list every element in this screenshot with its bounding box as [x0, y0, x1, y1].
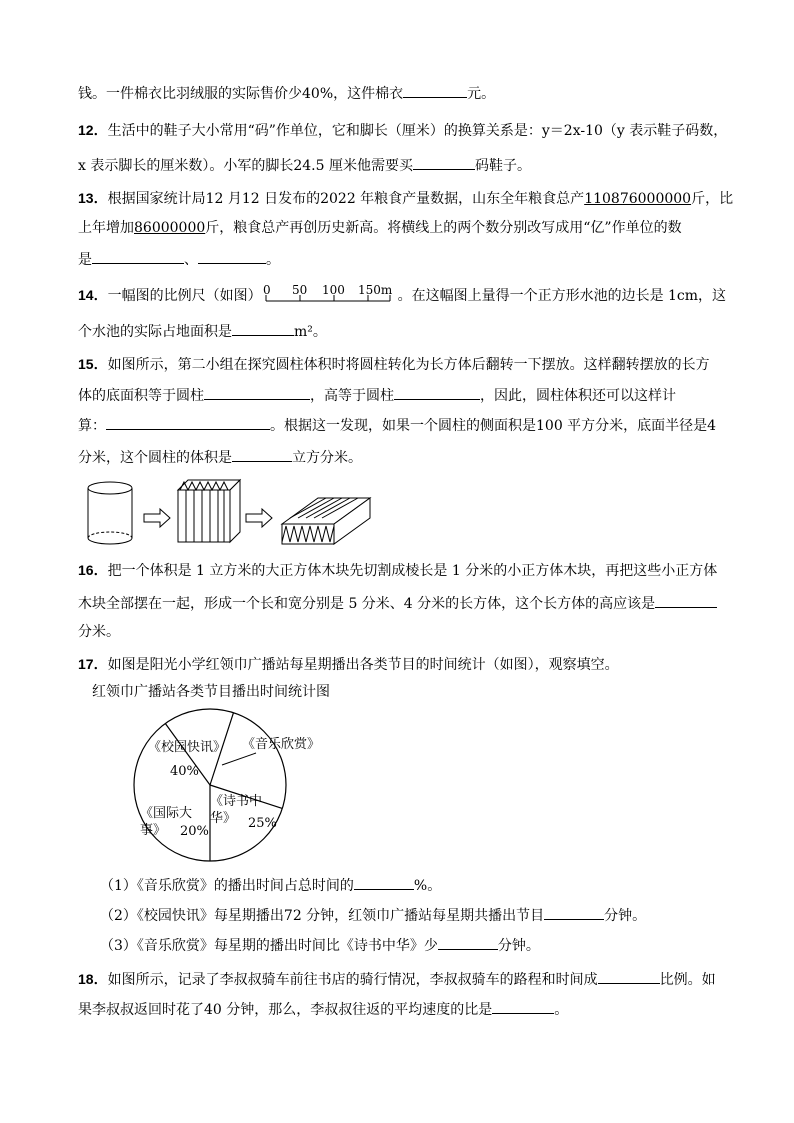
q17-sub3: （3）《音乐欣赏》每星期的播出时间比《诗书中华》少 分钟。	[100, 934, 540, 956]
q15-line3: 算： 。根据这一发现，如果一个圆柱的侧面积是100 平方分米，底面半径是4	[78, 414, 716, 436]
q15-blank-4[interactable]	[232, 446, 292, 462]
q13-blank-1[interactable]	[92, 248, 184, 264]
q14-line2: 个水池的实际占地面积是 m²。	[78, 320, 327, 342]
scale-label: 100	[321, 283, 345, 297]
pie-slice-label: 《校园快讯》	[148, 740, 227, 755]
pie-slice-label: 《国际大	[140, 806, 193, 821]
pie-slice-percent: 40%	[170, 764, 199, 779]
q16-answer-blank[interactable]	[655, 592, 717, 608]
q16-line1: 16．把一个体积是 1 立方米的大正方体木块先切割成棱长是 1 分米的小正方体木块，再把这些小正方体	[78, 562, 718, 579]
q18-line2: 果李叔叔返回时花了40 分钟，那么，李叔叔往返的平均速度的比是 。	[78, 998, 568, 1020]
cuboid-upright-shape	[178, 480, 240, 542]
q12-line1: 12．生活中的鞋子大小常用“码”作单位，它和脚长（厘米）的换算关系是：y＝2x-10（y 表示鞋子码数，	[78, 122, 728, 139]
pie-chart	[130, 705, 321, 865]
scale-bar-figure	[262, 284, 398, 306]
pie-slice-percent: 20%	[180, 824, 209, 839]
q18-blank-2[interactable]	[492, 998, 554, 1014]
arrow-icon	[144, 509, 170, 527]
q15-line2: 体的底面积等于圆柱 ，高等于圆柱 ，因此，圆柱体积还可以这样计	[78, 384, 676, 406]
q17-blank-1[interactable]	[354, 874, 414, 890]
pie-slice-label: 《诗书中	[210, 794, 263, 809]
pie-slice-label: 华》	[210, 811, 237, 826]
q16-line2: 木块全部摆在一起，形成一个长和宽分别是 5 分米、4 分米的长方体，这个长方体的高应该是	[78, 592, 717, 614]
q14-line1: 14．一幅图的比例尺（如图） 0 50 100 150m 。在这幅图上量得一个正方形水池的边长是 1cm，这	[78, 283, 727, 304]
q11-tail: 钱。一件棉衣比羽绒服的实际售价少40%，这件棉衣 元。	[78, 82, 495, 104]
q13-blank-2[interactable]	[198, 248, 266, 264]
q13-line1: 13．根据国家统计局12 月12 日发布的2022 年粮食产量数据，山东全年粮食总产110876000000斤，比	[78, 190, 734, 207]
chart-title: 红领巾广播站各类节目播出时间统计图	[92, 684, 330, 700]
q17-blank-2[interactable]	[544, 904, 604, 920]
q16-line3: 分米。	[78, 624, 120, 640]
q13-line2: 上年增加86000000斤，粮食总产再创历史新高。将横线上的两个数分别改写成用“亿”作单位的数	[78, 220, 682, 236]
cuboid-flat-shape	[282, 498, 370, 544]
q15-blank-1[interactable]	[204, 384, 310, 400]
pie-slice-percent: 25%	[248, 816, 277, 831]
q15-blank-3[interactable]	[106, 414, 270, 430]
q13-grain-total: 110876000000	[584, 191, 692, 207]
q14-answer-blank[interactable]	[232, 320, 294, 336]
q13-line3: 是 、 。	[78, 248, 280, 270]
q15-line4: 分米，这个圆柱的体积是 立方分米。	[78, 446, 362, 468]
scale-label: 0	[262, 283, 271, 297]
cylinder-shape	[88, 482, 132, 544]
q11-answer-blank[interactable]	[403, 82, 467, 98]
q17-line1: 17．如图是阳光小学红领巾广播站每星期播出各类节目的时间统计（如图），观察填空。	[78, 656, 619, 673]
scale-label: 150m	[357, 283, 392, 297]
q17-sub2: （2）《校园快讯》每星期播出72 分钟，红领巾广播站每星期共播出节目 分钟。	[100, 904, 646, 926]
q12-line2: x 表示脚长的厘米数）。小军的脚长24.5 厘米他需要买 码鞋子。	[78, 154, 531, 176]
arrow-icon	[246, 509, 272, 527]
q18-blank-1[interactable]	[598, 968, 660, 984]
q18-line1: 18．如图所示，记录了李叔叔骑车前往书店的骑行情况，李叔叔骑车的路程和时间成 比例。如	[78, 968, 716, 990]
q12-answer-blank[interactable]	[413, 154, 475, 170]
cylinder-transform-figure	[80, 476, 380, 552]
q15-blank-2[interactable]	[394, 384, 480, 400]
q13-increase: 86000000	[134, 220, 206, 236]
q17-sub1: （1）《音乐欣赏》的播出时间占总时间的 %。	[100, 874, 441, 896]
scale-label: 50	[291, 283, 307, 297]
pie-slice-label: 《音乐欣赏》	[242, 737, 321, 752]
q17-blank-3[interactable]	[438, 934, 498, 950]
q15-line1: 15．如图所示，第二小组在探究圆柱体积时将圆柱转化为长方体后翻转一下摆放。这样翻转摆放的长方	[78, 356, 710, 373]
pie-slice-label: 事》	[140, 823, 167, 838]
